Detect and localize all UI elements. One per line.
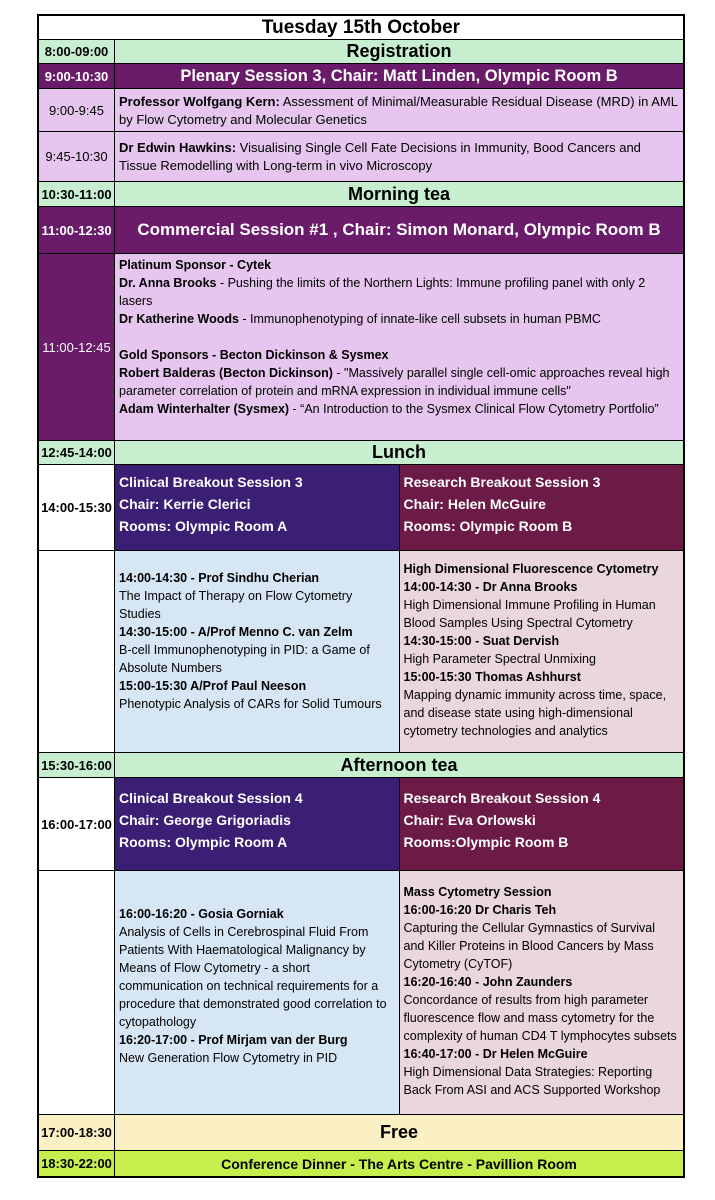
plenary-label: Plenary Session 3, Chair: Matt Linden, Olympic Room B [115, 64, 683, 88]
talk-title: High Parameter Spectral Unmixing [403, 652, 596, 666]
time-cell: 18:30-22:00 [39, 1151, 115, 1176]
schedule-table [37, 14, 685, 1178]
talk-description [119, 274, 679, 310]
time-cell-empty [39, 551, 115, 752]
talk-title: Concordance of results from high parameter fluorescence flow and mass cytometry for the complexity of human CD4 T lymphocytes subsets [403, 993, 677, 1043]
talk-slot: 16:00-16:20 - Gosia Gorniak [119, 907, 284, 921]
speaker-name: Adam Winterhalter (Sysmex) [119, 402, 290, 416]
dinner-row [39, 1151, 683, 1176]
clinical-session-header [115, 778, 400, 870]
speaker-name: Dr Edwin Hawkins: [119, 140, 237, 155]
session-chair: Chair: Kerrie Clerici [119, 496, 251, 512]
talk-slot: 15:00-15:30 Thomas Ashhurst [403, 670, 581, 684]
talk-title: New Generation Flow Cytometry in PID [119, 1051, 338, 1065]
talk-description [119, 400, 679, 418]
breakout4-talks-row [39, 871, 683, 1115]
commercial-header-row [39, 207, 683, 254]
time-cell: 10:30-11:00 [39, 182, 115, 206]
research-session-header [400, 778, 684, 870]
talk-slot: 16:40-17:00 - Dr Helen McGuire [403, 1047, 588, 1061]
talk-title: - Pushing the limits of the Northern Lights: Immune profiling panel with only 2 lasers [119, 276, 646, 308]
speaker-name: Dr Katherine Woods [119, 312, 239, 326]
time-cell: 14:00-15:30 [39, 465, 115, 550]
free-row [39, 1115, 683, 1151]
talk-slot: 15:00-15:30 A/Prof Paul Neeson [119, 679, 307, 693]
lunch-row [39, 441, 683, 465]
speaker-name: Robert Balderas (Becton Dickinson) [119, 366, 333, 380]
research-talk-list [400, 871, 684, 1114]
clinical-talk-list [115, 871, 400, 1114]
talk-title: Phenotypic Analysis of CARs for Solid Tumours [119, 697, 382, 711]
talk-title: - "Massively parallel single cell-omic approaches reveal high parameter correlation of protein and mRNA expression in individual immune cells" [119, 366, 670, 398]
breakout3-header-row [39, 465, 683, 551]
talk-title: - Immunophenotyping of innate-like cell subsets in human PBMC [238, 312, 601, 326]
talk-title: High Dimensional Immune Profiling in Human Blood Samples Using Spectral Cytometry [403, 598, 656, 630]
talk-title: B-cell Immunophenotyping in PID: a Game of Absolute Numbers [119, 643, 370, 675]
session-name: Research Breakout Session 3 [403, 474, 601, 490]
breakout4-header-row [39, 778, 683, 871]
talk-slot: 16:00-16:20 Dr Charis Teh [403, 903, 557, 917]
breakout4-headers [115, 778, 683, 870]
afternoon-tea-label: Afternoon tea [115, 753, 683, 777]
session-name: Clinical Breakout Session 3 [119, 474, 303, 490]
speaker-name: Dr. Anna Brooks [119, 276, 217, 290]
time-cell: 17:00-18:30 [39, 1115, 115, 1150]
talk-title: Assessment of Minimal/Measurable Residual Disease (MRD) in AML by Flow Cytometry and Molecular Genetics [119, 94, 678, 127]
registration-row [39, 40, 683, 64]
breakout3-talks [115, 551, 683, 752]
session-name: Clinical Breakout Session 4 [119, 790, 303, 806]
time-cell: 9:00-10:30 [39, 64, 115, 88]
commercial-detail [115, 254, 683, 440]
time-cell-empty [39, 871, 115, 1114]
time-cell: 8:00-09:00 [39, 40, 115, 63]
morning-tea-row [39, 182, 683, 207]
sponsor-heading: Platinum Sponsor - Cytek [119, 258, 272, 272]
research-talk-list [400, 551, 684, 752]
time-cell: 12:45-14:00 [39, 441, 115, 464]
lunch-label: Lunch [115, 441, 683, 464]
talk-slot: 14:30-15:00 - A/Prof Menno C. van Zelm [119, 625, 353, 639]
breakout4-talks [115, 871, 683, 1114]
plenary-talk-row [39, 132, 683, 182]
plenary-header-row [39, 64, 683, 89]
talk-title: Analysis of Cells in Cerebrospinal Fluid From Patients With Haematological Malignancy by Means of Flow Cytometry - a short communication on technical requirements for a procedure that demonstrated good correlation to cytopathology [119, 925, 387, 1029]
dinner-label: Conference Dinner - The Arts Centre - Pavillion Room [115, 1151, 683, 1176]
talk-title: The Impact of Therapy on Flow Cytometry Studies [119, 589, 353, 621]
talk-description [115, 132, 683, 181]
track-heading: High Dimensional Fluorescence Cytometry [403, 562, 659, 576]
time-cell: 11:00-12:30 [39, 207, 115, 253]
commercial-detail-row [39, 254, 683, 441]
talk-title: - “An Introduction to the Sysmex Clinical Flow Cytometry Portfolio” [289, 402, 659, 416]
clinical-session-header [115, 465, 400, 550]
morning-tea-label: Morning tea [115, 182, 683, 206]
time-cell: 11:00-12:45 [39, 254, 115, 440]
day-title: Tuesday 15th October [39, 16, 683, 40]
talk-description [119, 310, 679, 328]
time-cell: 15:30-16:00 [39, 753, 115, 777]
session-name: Research Breakout Session 4 [403, 790, 601, 806]
talk-slot: 16:20-17:00 - Prof Mirjam van der Burg [119, 1033, 348, 1047]
talk-title: Capturing the Cellular Gymnastics of Survival and Killer Proteins in Blood Cancers by Mass Cytometry (CyTOF) [403, 921, 655, 971]
session-chair: Chair: George Grigoriadis [119, 812, 291, 828]
free-label: Free [115, 1115, 683, 1150]
sponsor-heading: Gold Sponsors - Becton Dickinson & Sysmex [119, 348, 389, 362]
track-heading: Mass Cytometry Session [403, 885, 552, 899]
talk-title: Mapping dynamic immunity across time, space, and disease state using high-dimensional cytometry technologies and analytics [403, 688, 667, 738]
breakout3-talks-row [39, 551, 683, 753]
time-cell: 9:00-9:45 [39, 89, 115, 131]
afternoon-tea-row [39, 753, 683, 778]
session-chair: Chair: Helen McGuire [403, 496, 546, 512]
research-session-header [400, 465, 684, 550]
time-cell: 16:00-17:00 [39, 778, 115, 870]
talk-description [115, 89, 683, 131]
talk-description [119, 364, 679, 400]
talk-title: High Dimensional Data Strategies: Reporting Back From ASI and ACS Supported Workshop [403, 1065, 661, 1097]
talk-slot: 14:00-14:30 - Prof Sindhu Cherian [119, 571, 320, 585]
plenary-talk-row [39, 89, 683, 132]
talk-title: Visualising Single Cell Fate Decisions in Immunity, Bood Cancers and Tissue Remodelling with Long-term in vivo Microscopy [119, 140, 641, 173]
breakout3-headers [115, 465, 683, 550]
commercial-label: Commercial Session #1 , Chair: Simon Monard, Olympic Room B [115, 207, 683, 253]
talk-slot: 14:00-14:30 - Dr Anna Brooks [403, 580, 578, 594]
clinical-talk-list [115, 551, 400, 752]
registration-label: Registration [115, 40, 683, 63]
session-chair: Chair: Eva Orlowski [403, 812, 536, 828]
session-rooms: Rooms: Olympic Room A [119, 834, 288, 850]
time-cell: 9:45-10:30 [39, 132, 115, 181]
speaker-name: Professor Wolfgang Kern: [119, 94, 280, 109]
session-rooms: Rooms: Olympic Room B [403, 518, 573, 534]
talk-slot: 14:30-15:00 - Suat Dervish [403, 634, 560, 648]
session-rooms: Rooms:Olympic Room B [403, 834, 569, 850]
session-rooms: Rooms: Olympic Room A [119, 518, 288, 534]
talk-slot: 16:20-16:40 - John Zaunders [403, 975, 573, 989]
